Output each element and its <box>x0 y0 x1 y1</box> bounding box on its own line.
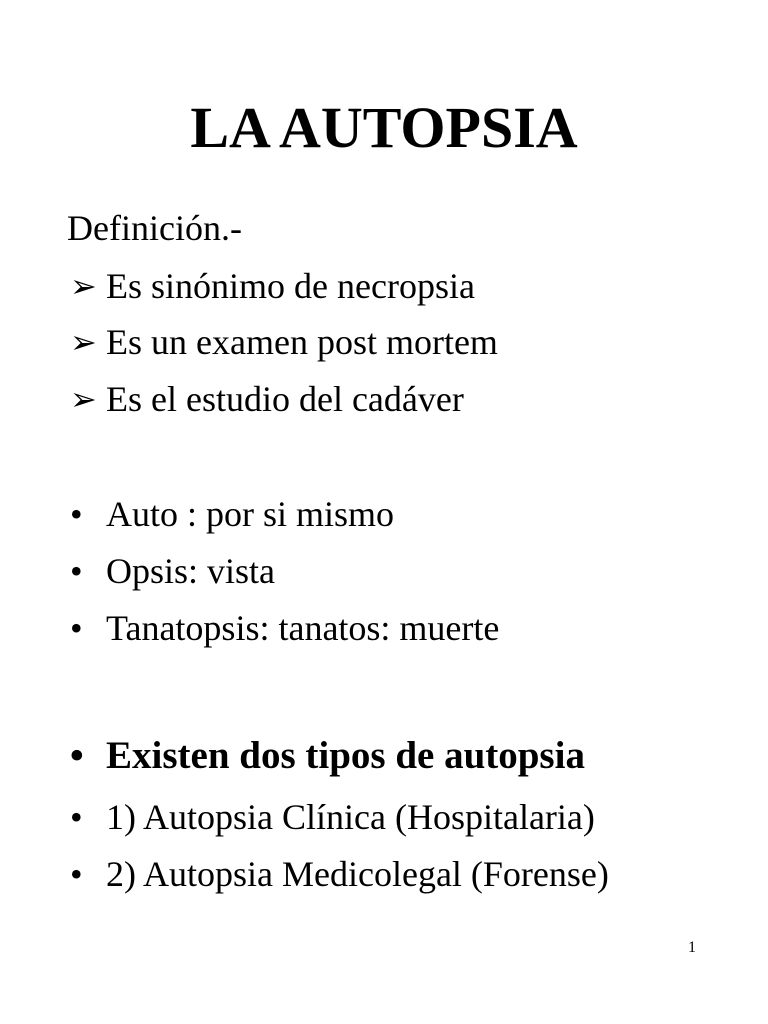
bullet-icon: • <box>70 734 84 777</box>
arrow-bullet-icon: ➢ <box>70 324 97 360</box>
slide-title: LA AUTOPSIA <box>190 95 578 160</box>
bullet-icon: • <box>70 494 83 534</box>
page-number: 1 <box>688 939 696 956</box>
etymology-item: Opsis: vista <box>106 551 276 591</box>
types-item: 2) Autopsia Medicolegal (Forense) <box>106 854 609 894</box>
etymology-item: Auto : por si mismo <box>106 494 395 534</box>
definition-item: Es sinónimo de necropsia <box>106 266 475 306</box>
definition-item: Es el estudio del cadáver <box>106 379 464 419</box>
definition-item: Es un examen post mortem <box>106 322 498 362</box>
etymology-item: Tanatopsis: tanatos: muerte <box>106 608 500 648</box>
arrow-bullet-icon: ➢ <box>70 268 97 304</box>
types-item: 1) Autopsia Clínica (Hospitalaria) <box>106 797 595 837</box>
bullet-icon: • <box>70 608 83 648</box>
definition-label: Definición.- <box>67 208 242 248</box>
types-heading: Existen dos tipos de autopsia <box>106 734 585 777</box>
bullet-icon: • <box>70 854 83 894</box>
bullet-icon: • <box>70 797 83 837</box>
arrow-bullet-icon: ➢ <box>70 381 97 417</box>
bullet-icon: • <box>70 551 83 591</box>
